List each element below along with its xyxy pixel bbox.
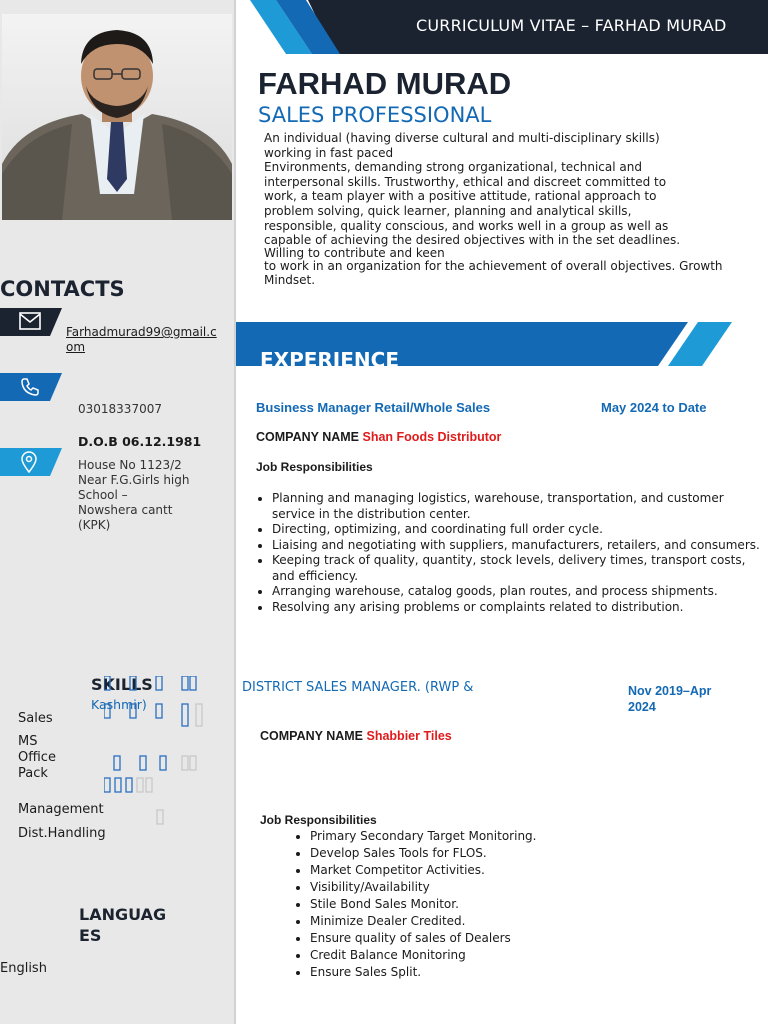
experience-heading: EXPERIENCE	[260, 348, 399, 368]
job2-dates: Nov 2019–Apr 2024	[628, 684, 712, 714]
list-item: • Credit Balance Monitoring	[310, 947, 712, 964]
email-link[interactable]: Farhadmurad99@gmail.c om	[66, 325, 217, 354]
list-item: • Minimize Dealer Credited.	[310, 913, 712, 930]
job2-role: DISTRICT SALES MANAGER. (RWP &	[242, 680, 474, 695]
job1-resp-label: Job Responsibilities	[256, 460, 373, 474]
language-item: English	[0, 961, 47, 976]
job2-responsibilities	[292, 828, 712, 981]
experience-heading-clip	[236, 322, 686, 368]
job2-resp-label: Job Responsibilities	[260, 813, 377, 827]
list-item: • Ensure quality of sales of Dealers	[310, 930, 712, 947]
skill-item: Dist.Handling	[18, 826, 106, 841]
skill-item: MS Office Pack	[18, 734, 56, 781]
phone-number: 03018337007	[78, 402, 162, 416]
address: House No 1123/2 Near F.G.Girls high School – Nowshera cantt (KPK)	[78, 458, 190, 532]
list-item: • Planning and managing logistics, warehouse, transportation, and customer service in the distribution center.	[272, 491, 768, 522]
list-item: • Resolving any arising problems or complaints related to distribution.	[272, 600, 768, 616]
job2-company: COMPANY NAME Shabbier Tiles	[260, 729, 452, 743]
list-item: • Directing, optimizing, and coordinating full order cycle.	[272, 522, 768, 538]
list-item: • Liaising and negotiating with suppliers, manufacturers, retailers, and consumers.	[272, 538, 768, 554]
phone-icon	[20, 377, 40, 401]
contacts-heading: CONTACTS	[0, 277, 125, 301]
list-item: • Market Competitor Activities.	[310, 862, 712, 879]
profile-photo	[2, 14, 232, 220]
envelope-icon	[19, 312, 41, 334]
profile-summary: An individual (having diverse cultural and multi-disciplinary skills) working in fast paced Environments, demanding strong organizational, technical and interpersonal skills. Trustworthy, ethical and discreet committed to work, a team player with a positive attitude, rational approach to problem solving, quick learner, planning and analytical skills, responsible, quality conscious, and works well in a group as well as capable of achieving the desired objectives with in the set deadlines. Willing to contribute and keen to work in an organization for the achievement of overall objectives. Growth Mindset.	[264, 131, 723, 288]
skill-rating-glyphs	[104, 676, 214, 840]
profile-name: FARHAD MURAD	[258, 66, 512, 101]
skill-item: Management	[18, 802, 104, 817]
profile-title: SALES PROFESSIONAL	[258, 103, 492, 127]
banner-title: CURRICULUM VITAE – FARHAD MURAD	[416, 16, 727, 35]
job1-role: Business Manager Retail/Whole Sales	[256, 400, 491, 415]
list-item: • Ensure Sales Split.	[310, 964, 712, 981]
list-item: • Arranging warehouse, catalog goods, plan routes, and process shipments.	[272, 584, 768, 600]
languages-heading: LANGUAG ES	[79, 905, 167, 945]
skill-item: Sales	[18, 711, 53, 726]
list-item: • Visibility/Availability	[310, 879, 712, 896]
job1-company: COMPANY NAME Shan Foods Distributor	[256, 430, 502, 444]
job1-dates: May 2024 to Date	[601, 400, 707, 415]
job1-responsibilities	[254, 491, 768, 615]
list-item: • Stile Bond Sales Monitor.	[310, 896, 712, 913]
list-item: • Develop Sales Tools for FLOS.	[310, 845, 712, 862]
date-of-birth: D.O.B 06.12.1981	[78, 434, 202, 449]
list-item: • Keeping track of quality, quantity, stock levels, delivery times, transport costs, and efficiency.	[272, 553, 768, 584]
location-pin-icon	[20, 451, 38, 477]
skills-heading: SKILLS	[91, 675, 153, 694]
skills-overlap-text: Kashmir)	[91, 697, 147, 712]
list-item: • Primary Secondary Target Monitoring.	[310, 828, 712, 845]
